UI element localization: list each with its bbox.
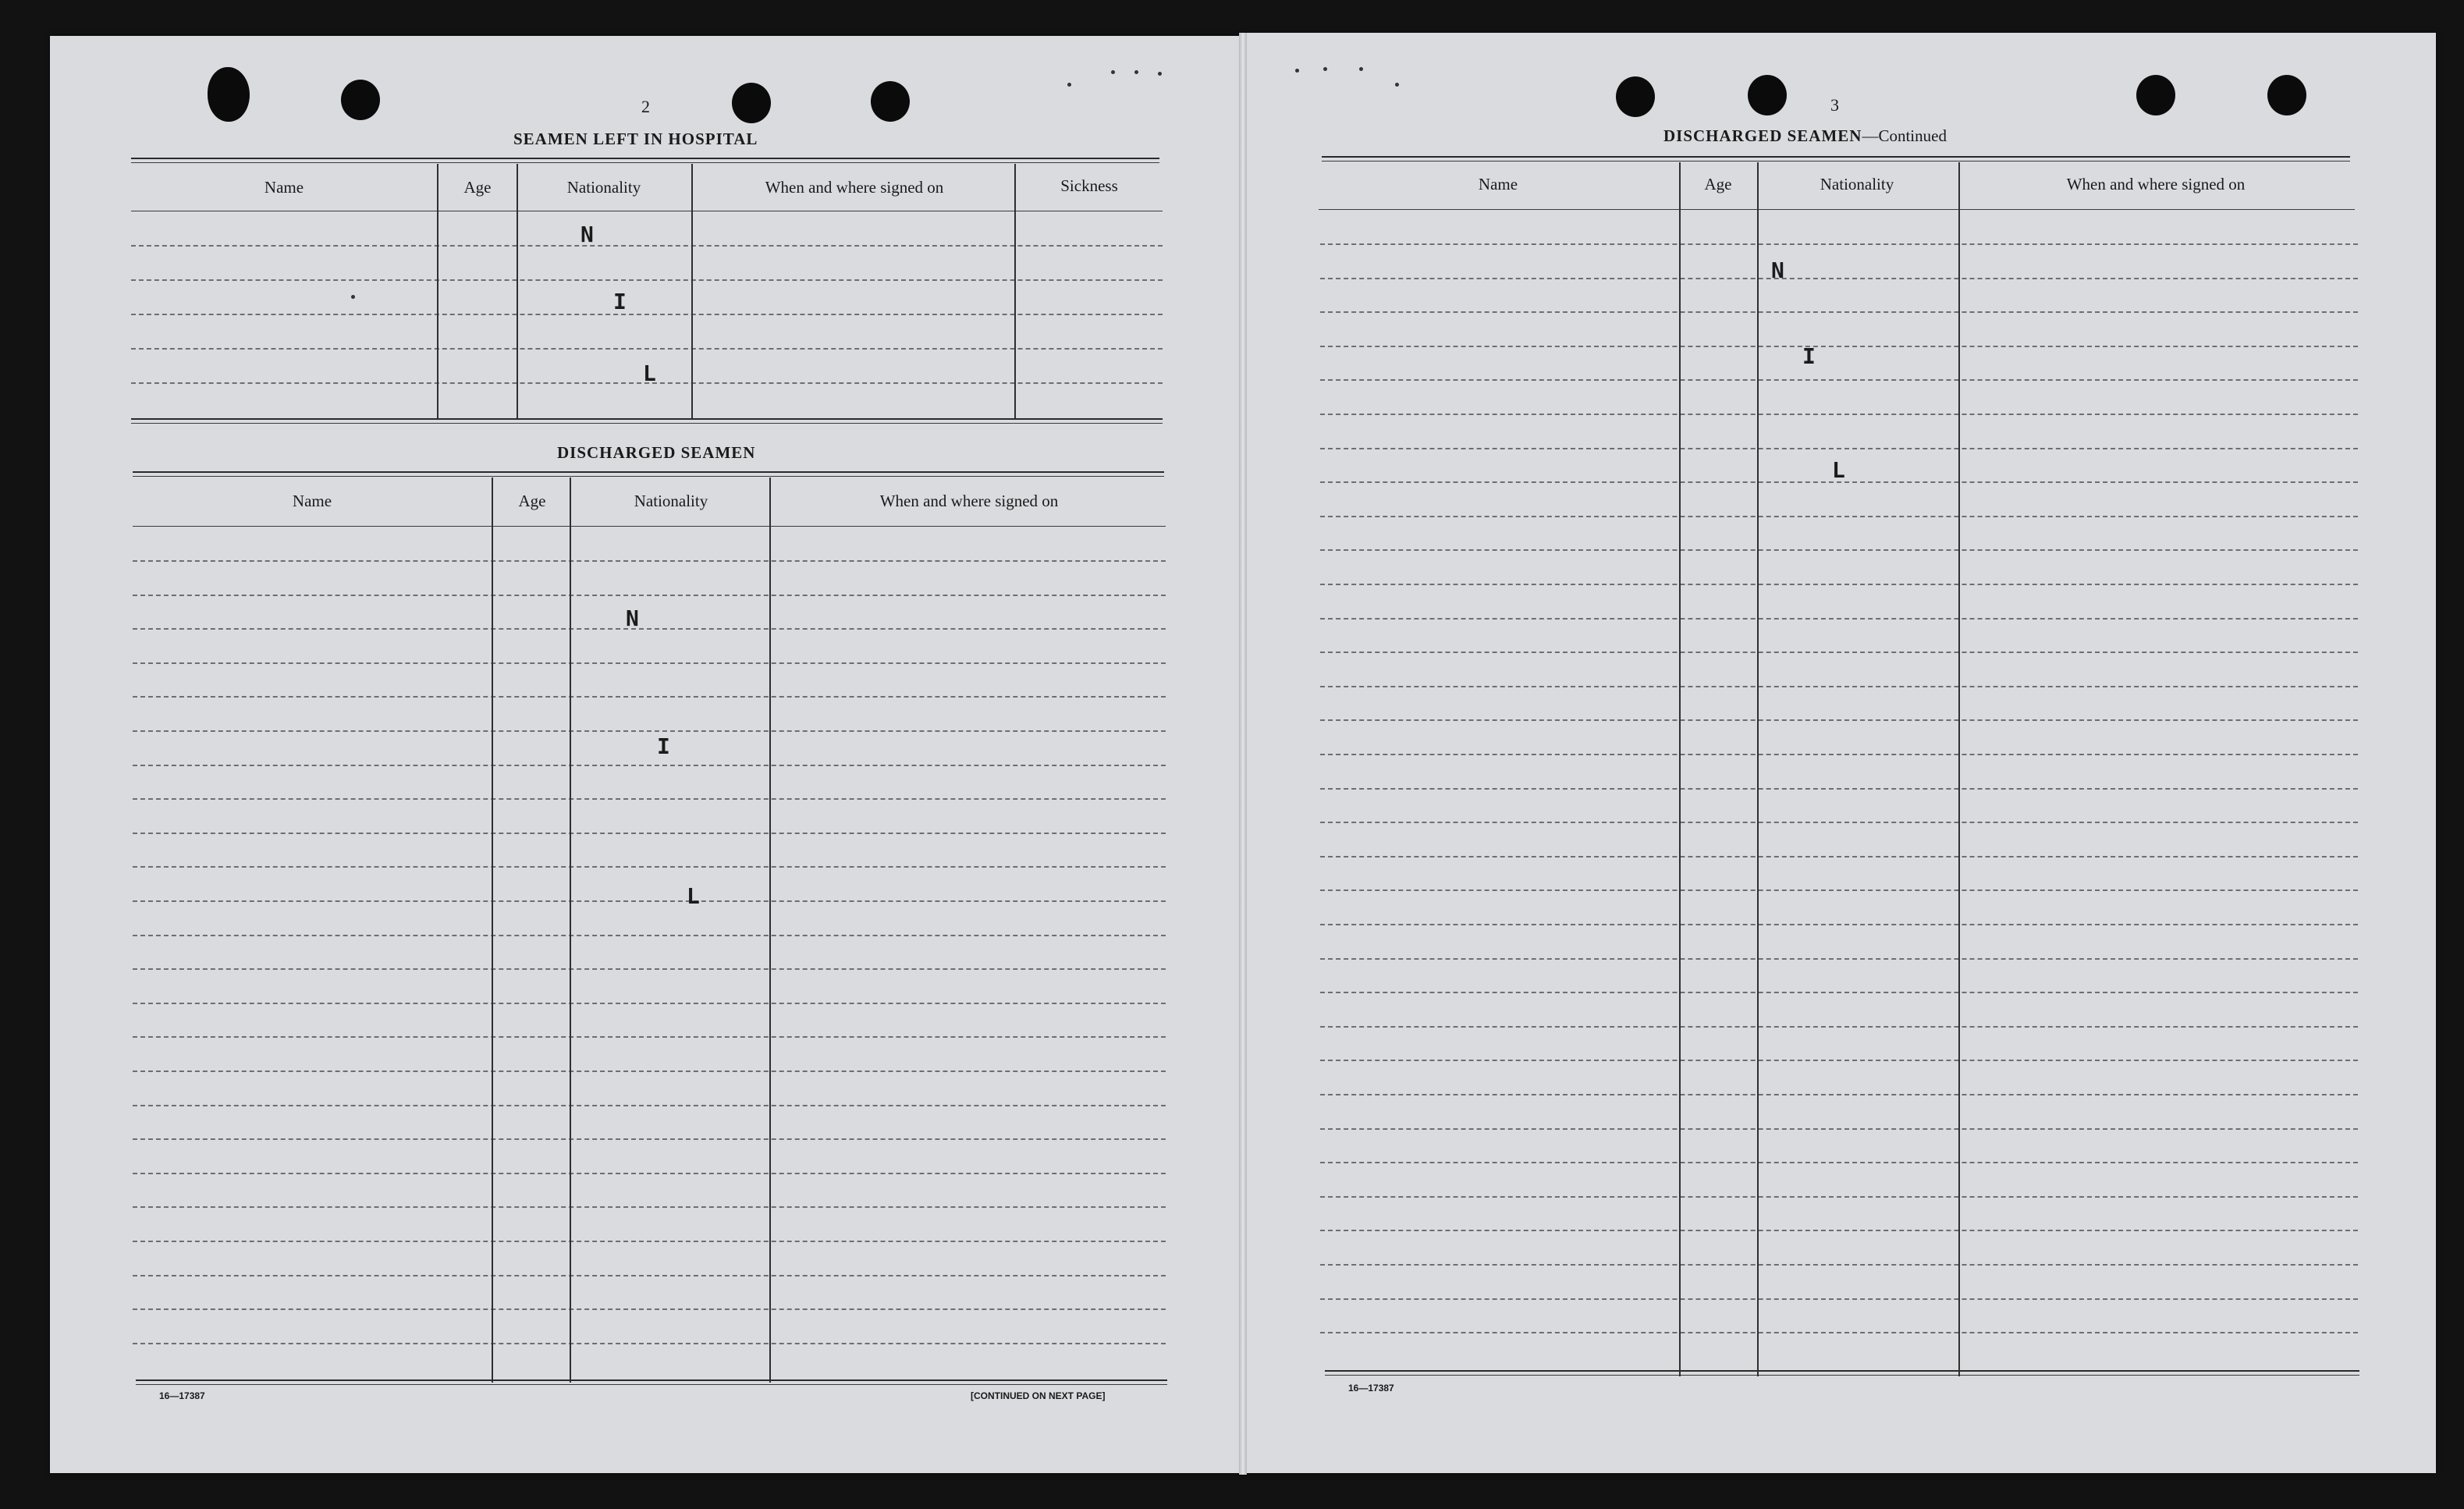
table-row-rule	[1320, 822, 2358, 823]
punch-hole	[1748, 75, 1787, 115]
nil-stamp-letter: N	[580, 222, 594, 247]
nil-stamp-letter: N	[1771, 257, 1784, 283]
punch-hole	[732, 83, 771, 123]
nil-stamp-letter: I	[613, 289, 627, 314]
table-row-rule	[1320, 414, 2358, 415]
hospital-col-divider	[437, 164, 438, 418]
table-row-rule	[1320, 958, 2358, 960]
table-row-rule	[133, 1241, 1166, 1242]
discharged-header-rule	[133, 526, 1166, 527]
scan-speck	[1158, 72, 1162, 76]
table-row-rule	[1320, 719, 2358, 721]
table-row-rule	[133, 1105, 1166, 1106]
page-number-right: 3	[1830, 95, 1839, 115]
right-col-divider	[1679, 162, 1681, 1376]
table-row-rule	[133, 1206, 1166, 1208]
scan-speck	[1295, 69, 1299, 73]
scan-speck	[1395, 83, 1399, 87]
table-row-rule	[1320, 1196, 2358, 1198]
table-row-rule	[1320, 243, 2358, 245]
table-row-rule	[133, 1173, 1166, 1174]
nil-stamp-letter: I	[657, 733, 670, 759]
punch-hole	[1616, 76, 1655, 117]
table-row-rule	[133, 628, 1166, 630]
hospital-col-name: Name	[264, 178, 304, 197]
table-row-rule	[1320, 549, 2358, 551]
nil-stamp-letter: L	[687, 883, 700, 909]
right-section-title-continued: —Continued	[1862, 126, 1947, 145]
table-row-rule	[1320, 379, 2358, 381]
scan-speck	[1111, 70, 1115, 74]
punch-hole	[341, 80, 380, 120]
table-row-rule	[1320, 1094, 2358, 1095]
right-col-divider	[1958, 162, 1960, 1376]
table-row-rule	[133, 1308, 1166, 1310]
continued-note: [CONTINUED ON NEXT PAGE]	[971, 1390, 1106, 1401]
right-col-nationality: Nationality	[1820, 175, 1894, 194]
hospital-col-divider	[517, 164, 518, 418]
punch-hole	[208, 67, 250, 122]
table-row-rule	[133, 1343, 1166, 1344]
table-row-rule	[133, 765, 1166, 766]
discharged-table-bottom-rule	[136, 1379, 1167, 1381]
hospital-row-rule	[131, 314, 1163, 315]
nil-stamp-letter: I	[1802, 343, 1816, 369]
nil-stamp-letter: L	[643, 360, 656, 386]
right-table-bottom-rule	[1325, 1370, 2359, 1372]
nil-stamp-letter: N	[626, 605, 639, 631]
hospital-section-title: SEAMEN LEFT IN HOSPITAL	[513, 130, 758, 148]
table-row-rule	[133, 595, 1166, 596]
form-number-right: 16—17387	[1348, 1383, 1394, 1394]
table-row-rule	[133, 798, 1166, 800]
table-row-rule	[1320, 889, 2358, 891]
table-row-rule	[133, 696, 1166, 698]
hospital-col-divider	[1014, 164, 1016, 418]
table-row-rule	[1320, 652, 2358, 653]
table-row-rule	[133, 730, 1166, 732]
right-page	[1244, 33, 2436, 1473]
table-row-rule	[1320, 516, 2358, 517]
table-row-rule	[133, 968, 1166, 970]
punch-hole	[871, 81, 910, 122]
table-row-rule	[1320, 311, 2358, 313]
table-row-rule	[1320, 584, 2358, 585]
table-row-rule	[1320, 856, 2358, 857]
nil-stamp-letter: L	[1832, 457, 1845, 483]
discharged-table-bottom-rule-2	[136, 1384, 1167, 1385]
right-table-top-rule-2	[1322, 161, 2350, 162]
table-row-rule	[133, 900, 1166, 902]
binding-gutter	[1239, 33, 1247, 1475]
discharged-section-title: DISCHARGED SEAMEN	[557, 443, 756, 462]
table-row-rule	[1320, 278, 2358, 279]
hospital-col-sickness: Sickness	[1060, 176, 1118, 195]
discharged-col-signed-on: When and where signed on	[879, 492, 1059, 510]
right-table-top-rule	[1322, 156, 2350, 158]
hospital-table-top-rule	[131, 158, 1159, 159]
hospital-col-nationality: Nationality	[566, 178, 641, 197]
discharged-table-top-rule	[133, 471, 1164, 473]
hospital-row-rule	[131, 348, 1163, 350]
right-col-age: Age	[1704, 175, 1732, 194]
table-row-rule	[1320, 992, 2358, 993]
discharged-col-name: Name	[292, 492, 332, 510]
punch-hole	[2267, 75, 2306, 115]
right-section-title	[1663, 126, 1947, 146]
table-row-rule	[1320, 924, 2358, 925]
table-row-rule	[1320, 1332, 2358, 1333]
hospital-table-top-rule-2	[131, 162, 1159, 163]
table-row-rule	[133, 560, 1166, 562]
form-number-left: 16—17387	[159, 1390, 205, 1401]
table-row-rule	[1320, 1162, 2358, 1163]
discharged-col-divider	[769, 478, 771, 1383]
hospital-table-bottom-rule-2	[131, 423, 1163, 424]
discharged-col-divider	[570, 478, 571, 1383]
hospital-row-rule	[131, 245, 1163, 247]
right-col-name: Name	[1478, 175, 1518, 194]
page-number-left: 2	[641, 97, 650, 116]
table-row-rule	[133, 1275, 1166, 1276]
scan-speck	[1323, 67, 1327, 71]
hospital-col-age: Age	[463, 178, 492, 197]
right-col-signed-on: When and where signed on	[2066, 175, 2246, 194]
table-row-rule	[1320, 1230, 2358, 1231]
table-row-rule	[1320, 618, 2358, 620]
discharged-col-age: Age	[518, 492, 546, 510]
table-row-rule	[133, 1138, 1166, 1140]
scan-speck	[1067, 83, 1071, 87]
discharged-col-nationality: Nationality	[634, 492, 708, 510]
hospital-col-signed-on: When and where signed on	[765, 178, 944, 197]
hospital-col-divider	[691, 164, 693, 418]
table-row-rule	[133, 833, 1166, 834]
scan-speck	[1134, 70, 1138, 74]
discharged-col-divider	[492, 478, 493, 1383]
table-row-rule	[133, 1003, 1166, 1004]
hospital-table-bottom-rule	[131, 418, 1163, 420]
table-row-rule	[133, 662, 1166, 664]
table-row-rule	[1320, 1264, 2358, 1266]
table-row-rule	[1320, 686, 2358, 687]
table-row-rule	[1320, 1026, 2358, 1028]
discharged-table-top-rule-2	[133, 476, 1164, 477]
punch-hole	[2136, 75, 2175, 115]
scan-speck	[1359, 67, 1363, 71]
scan-speck	[351, 295, 355, 299]
table-row-rule	[1320, 1060, 2358, 1061]
hospital-row-rule	[131, 279, 1163, 281]
table-row-rule	[1320, 788, 2358, 790]
table-row-rule	[133, 1036, 1166, 1038]
table-row-rule	[133, 935, 1166, 936]
right-table-bottom-rule-2	[1325, 1375, 2359, 1376]
table-row-rule	[1320, 1298, 2358, 1300]
table-row-rule	[1320, 448, 2358, 449]
table-row-rule	[1320, 346, 2358, 347]
right-col-divider	[1757, 162, 1759, 1376]
table-row-rule	[133, 866, 1166, 868]
right-section-title-main: DISCHARGED SEAMEN	[1663, 126, 1862, 145]
left-page	[50, 36, 1244, 1473]
right-header-rule	[1319, 209, 2355, 210]
table-row-rule	[1320, 754, 2358, 755]
table-row-rule	[133, 1071, 1166, 1072]
table-row-rule	[1320, 1128, 2358, 1130]
